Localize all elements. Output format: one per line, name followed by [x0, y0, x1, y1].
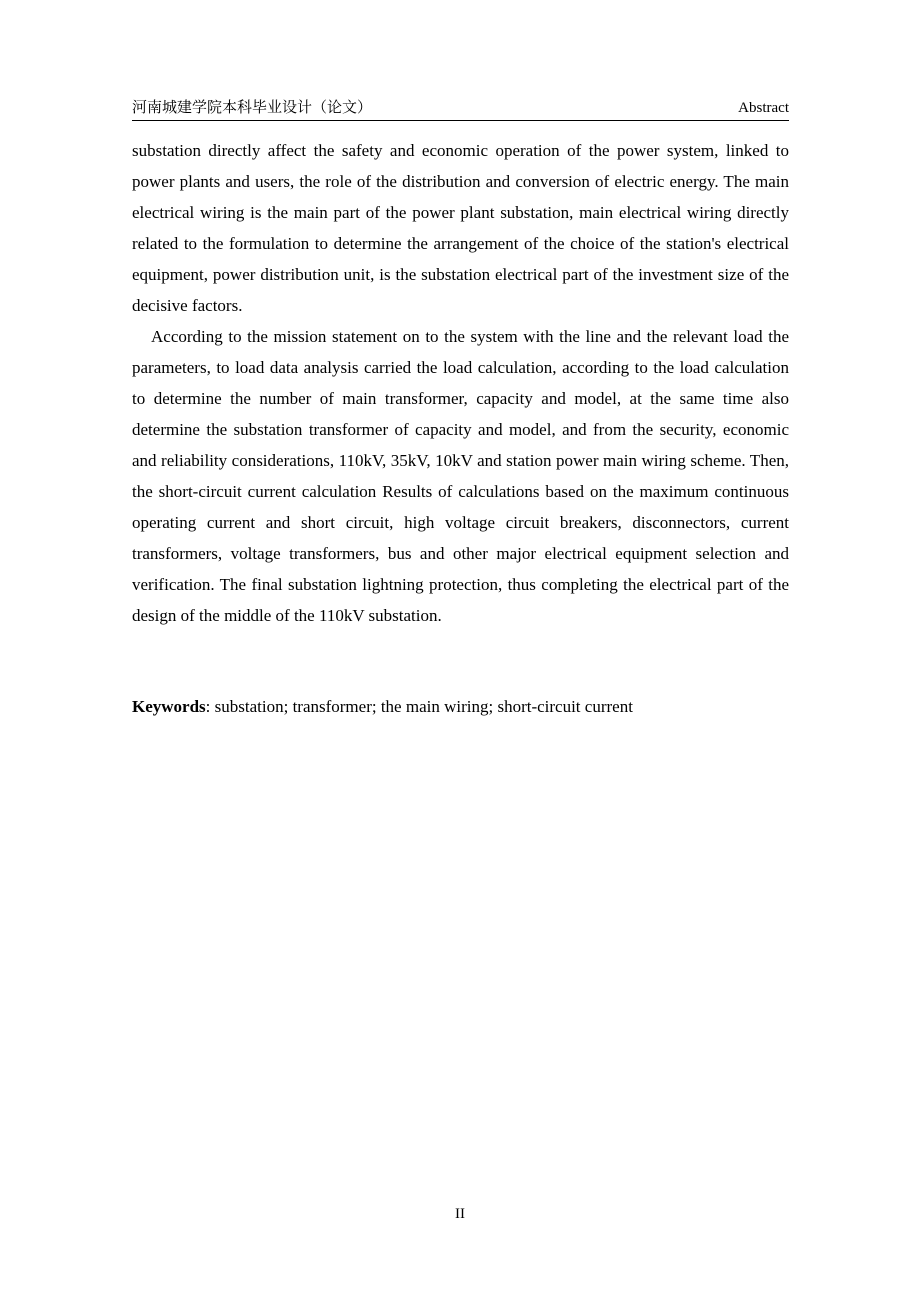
- abstract-paragraph-2: According to the mission statement on to the system with the line and the relevant load the parameters, to load data analysis carried the load calculation, according to the load calculation to determine the number of main transformer, capacity and model, at the same time also determine the substation transformer of capacity and model, and from the security, economic and reliability considerations, 110kV, 35kV, 10kV and station power main wiring scheme. Then, the short-circuit current calculation Results of calculations based on the maximum continuous operating current and short circuit, high voltage circuit breakers, disconnectors, current transformers, voltage transformers, bus and other major electrical equipment selection and verification. The final substation lightning protection, thus completing the electrical part of the design of the middle of the 110kV substation.: [132, 327, 789, 625]
- abstract-paragraph-1: substation directly affect the safety and economic operation of the power system, linked to power plants and users, the role of the distribution and conversion of electric energy. The main electrical wiring is the main part of the power plant substation, main electrical wiring directly related to the formulation to determine the arrangement of the choice of the station's electrical equipment, power distribution unit, is the substation electrical part of the investment size of the decisive factors.: [132, 141, 789, 315]
- header-section-name: Abstract: [738, 100, 789, 116]
- abstract-body: [132, 135, 789, 631]
- keywords-line: [132, 691, 789, 722]
- running-header: [132, 96, 789, 121]
- keywords-text: : substation; transformer; the main wiring; short-circuit current: [205, 697, 633, 716]
- header-thesis-title: 河南城建学院本科毕业设计（论文）: [132, 100, 373, 116]
- page-number: II: [455, 1206, 465, 1222]
- keywords-label: Keywords: [132, 697, 206, 716]
